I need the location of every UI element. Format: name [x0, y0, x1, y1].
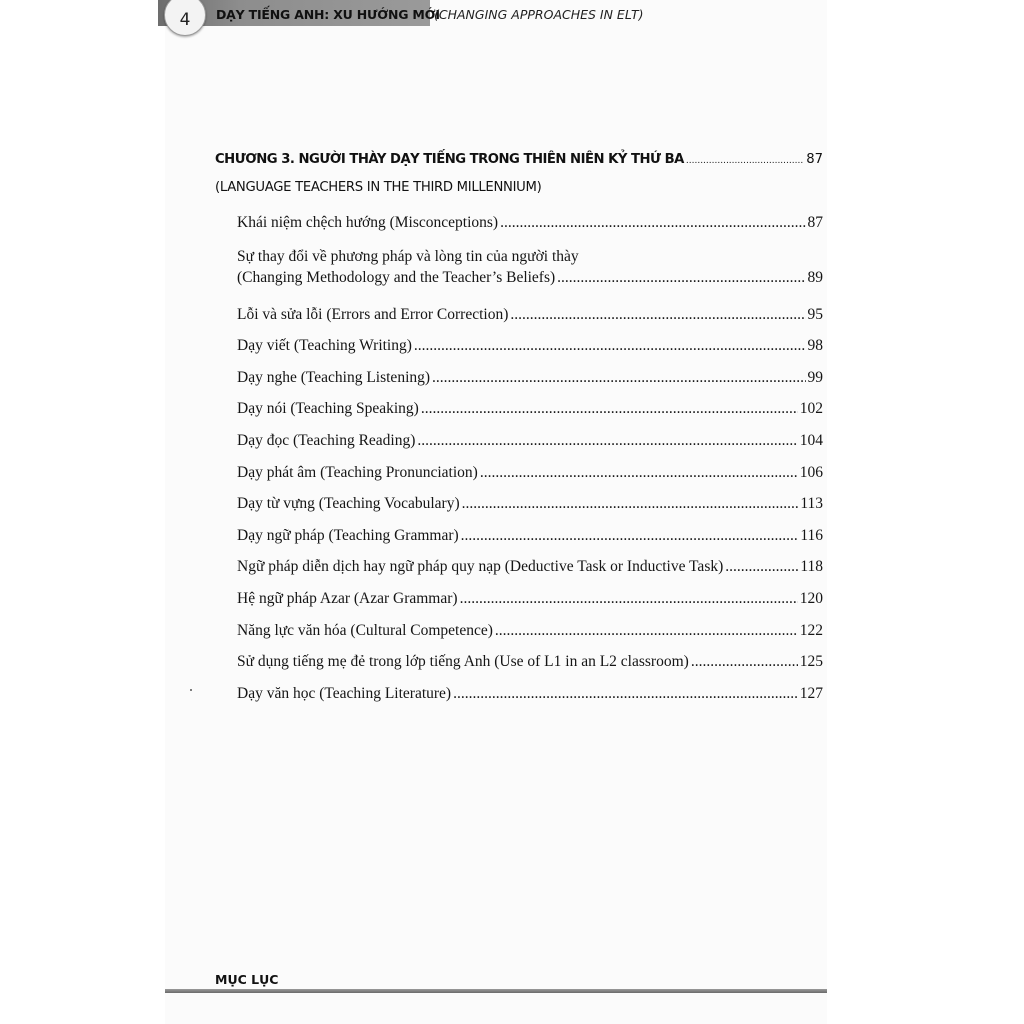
toc-entry-label: Dạy nghe (Teaching Listening): [237, 368, 431, 386]
footer-section-label: MỤC LỤC: [215, 972, 279, 987]
toc-entry-label: Dạy nói (Teaching Speaking): [237, 400, 419, 418]
leader-dots: [462, 495, 799, 513]
toc-entry[interactable]: [237, 337, 823, 369]
toc-entry[interactable]: [237, 558, 823, 590]
toc-entry[interactable]: [237, 653, 823, 685]
toc-entry-label: Lỗi và sửa lỗi (Errors and Error Correction): [237, 305, 509, 323]
toc-entry[interactable]: [237, 527, 823, 559]
toc-entry-label: (Changing Methodology and the Teacher’s Beliefs): [237, 268, 556, 286]
toc-entry-label: Dạy từ vựng (Teaching Vocabulary): [237, 495, 460, 513]
toc-entry[interactable]: [237, 400, 823, 432]
leader-dots: [417, 432, 797, 450]
toc-entry-label: Dạy phát âm (Teaching Pronunciation): [237, 463, 478, 481]
toc-entry-page: 127: [799, 684, 823, 702]
toc-entry[interactable]: [237, 369, 823, 401]
toc-entry-page: 106: [799, 463, 823, 481]
toc-entry-label: Dạy ngữ pháp (Teaching Grammar): [237, 526, 459, 544]
header-subtitle: (CHANGING APPROACHES IN ELT): [434, 7, 644, 22]
toc-entry-label: Sử dụng tiếng mẹ đẻ trong lớp tiếng Anh (Use of L1 in an L2 classroom): [237, 653, 689, 671]
leader-dots: [686, 152, 804, 167]
chapter-heading: [215, 152, 823, 195]
toc-entry[interactable]: [237, 622, 823, 654]
leader-dots: [480, 464, 798, 482]
leader-dots: [500, 214, 805, 232]
footer-rule: [165, 989, 827, 993]
leader-dots: [461, 527, 799, 545]
leader-dots: [510, 306, 805, 324]
toc-entry-page: 118: [800, 558, 823, 576]
toc-entry[interactable]: [237, 214, 823, 246]
toc-entry[interactable]: [237, 432, 823, 464]
leader-dots: [725, 558, 798, 576]
toc-entry-label-line1: Sự thay đổi về phương pháp và lòng tin của người thày: [237, 247, 579, 265]
toc-entry-page: 125: [799, 653, 823, 671]
chapter-subtitle: (LANGUAGE TEACHERS IN THE THIRD MILLENNIUM): [215, 180, 542, 195]
toc-entry-page: 104: [799, 431, 823, 449]
toc-entry-label: Dạy văn học (Teaching Literature): [237, 684, 452, 702]
toc-entry[interactable]: [237, 306, 823, 338]
chapter-title-row: [215, 152, 823, 167]
chapter-title: CHƯƠNG 3. NGƯỜI THÀY DẠY TIẾNG TRONG THIÊN NIÊN KỶ THỨ BA: [215, 152, 684, 167]
toc-entry-label: Dạy viết (Teaching Writing): [237, 337, 412, 355]
toc-entry-page: 95: [807, 305, 823, 323]
toc-entry-label: Khái niệm chệch hướng (Misconceptions): [237, 214, 499, 231]
leader-dots: [495, 622, 798, 640]
leader-dots: [691, 653, 798, 671]
toc-entry-label: Năng lực văn hóa (Cultural Competence): [237, 621, 493, 639]
toc-entry[interactable]: [237, 590, 823, 622]
page-number: 4: [179, 10, 191, 30]
toc-entry-page: 113: [800, 495, 823, 513]
page-header: [158, 0, 828, 28]
toc-entry-page: 102: [799, 400, 823, 418]
leader-dots: [421, 400, 798, 418]
toc-entry-label: Hệ ngữ pháp Azar (Azar Grammar): [237, 589, 458, 607]
toc-entry[interactable]: [237, 248, 823, 306]
toc-entry-page: 122: [799, 621, 823, 639]
toc-entry-label: Ngữ pháp diễn dịch hay ngữ pháp quy nạp (Deductive Task or Inductive Task): [237, 558, 724, 576]
toc-entry-page: 99: [807, 368, 823, 386]
leader-dots: [557, 269, 805, 287]
chapter-page: 87: [806, 152, 823, 167]
toc-entry[interactable]: [237, 495, 823, 527]
table-of-contents: [237, 214, 823, 716]
toc-entry-page: 89: [807, 268, 823, 286]
leader-dots: [460, 590, 798, 608]
leader-dots: [453, 685, 798, 703]
leader-dots: [414, 337, 806, 355]
toc-entry[interactable]: [237, 685, 823, 717]
toc-entry-label: Dạy đọc (Teaching Reading): [237, 431, 416, 449]
toc-entry-page: 120: [799, 589, 823, 607]
leader-dots: [432, 369, 805, 387]
toc-entry-page: 98: [807, 337, 823, 355]
toc-entry[interactable]: [237, 464, 823, 496]
toc-entry-page: 87: [807, 214, 823, 231]
print-speck: [190, 689, 192, 691]
header-title: DẠY TIẾNG ANH: XU HƯỚNG MỚI: [216, 7, 440, 22]
toc-entry-page: 116: [800, 526, 823, 544]
toc-entry-row: [237, 269, 823, 287]
